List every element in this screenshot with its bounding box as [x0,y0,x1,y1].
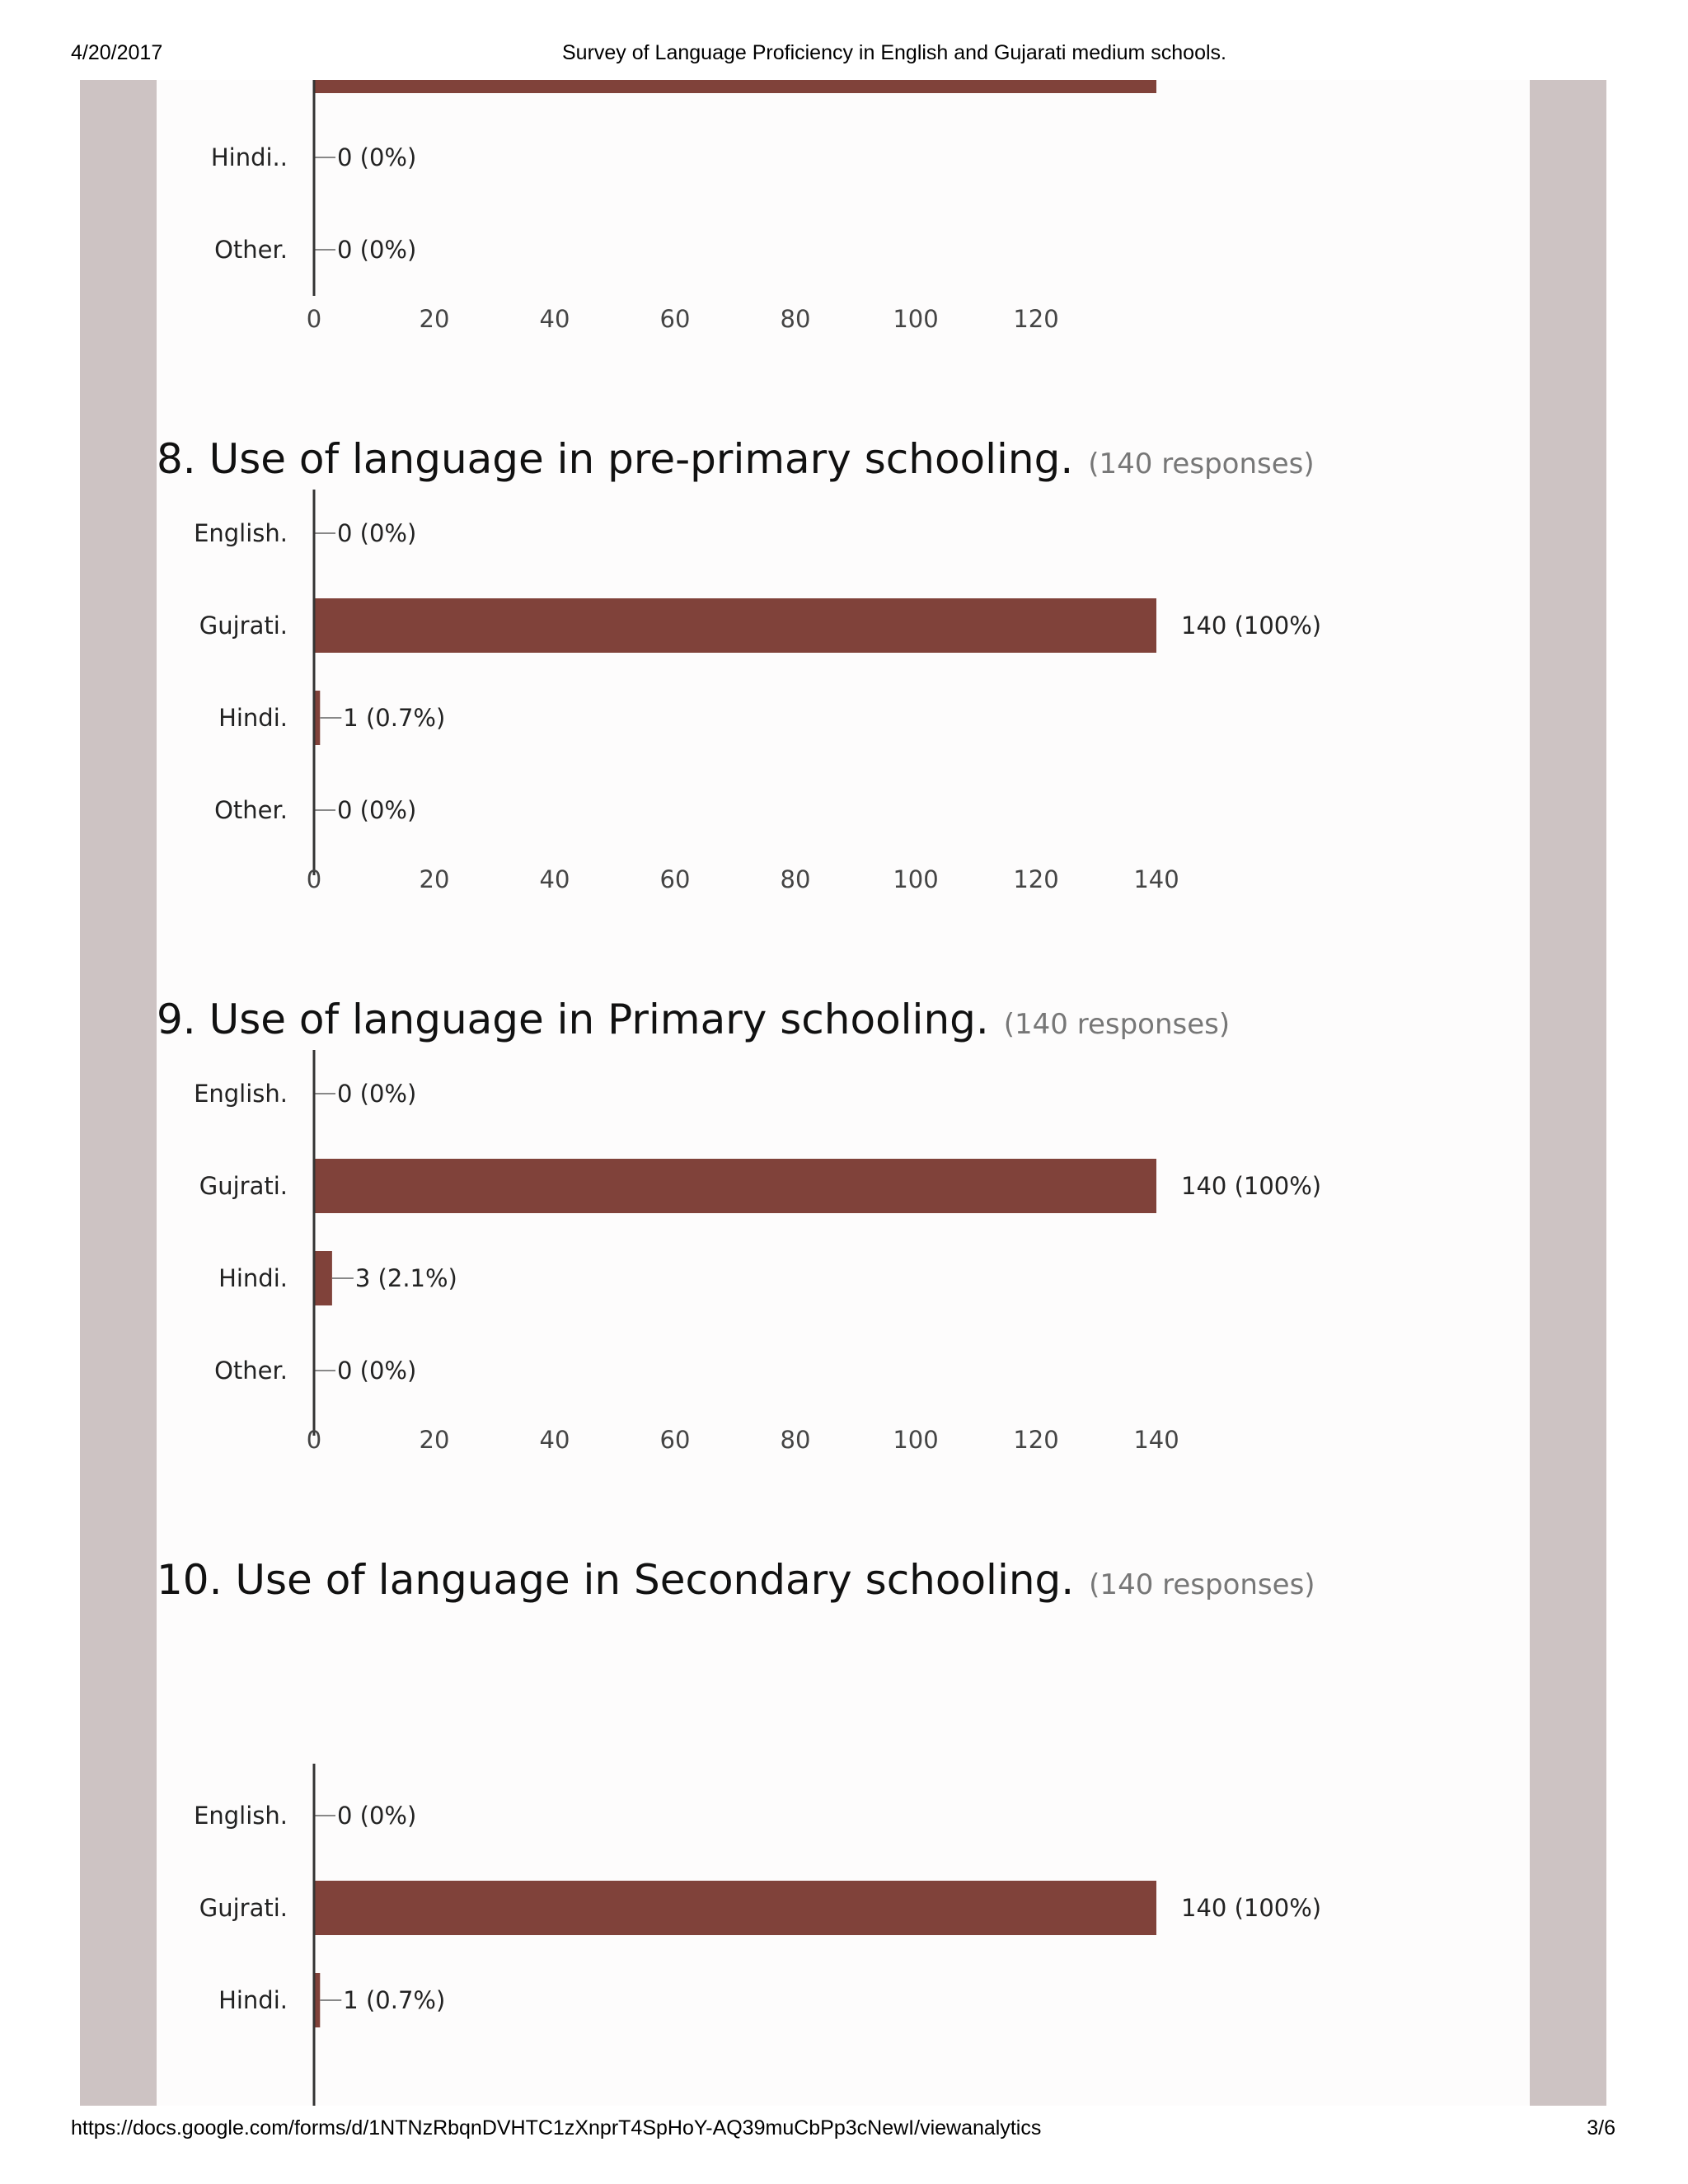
category-label: Other. [214,796,288,824]
print-header-title: Survey of Language Proficiency in English and Gujarati medium schools. [562,41,1226,64]
data-label: 1 (0.7%) [343,1986,446,2014]
data-label: 0 (0%) [337,796,417,824]
category-label: Gujrati. [199,612,288,640]
x-tick-label: 140 [1133,1426,1179,1454]
data-label: 3 (2.1%) [354,1264,457,1292]
bar [314,1881,1156,1935]
data-label: 0 (0%) [337,519,417,547]
chart-question-9 [0,1047,1484,1467]
x-tick-label: 80 [780,1426,811,1454]
x-tick-label: 40 [539,865,570,893]
question-10-title: 10. Use of language in Secondary schooling. [157,1556,1075,1604]
category-label: Hindi.. [210,143,288,171]
data-label: 1 (0.7%) [343,704,446,732]
category-label: English. [194,1802,288,1830]
data-label: 0 (0%) [337,1080,417,1108]
data-label: 0 (0%) [337,143,417,171]
print-page-number: 3/6 [1587,2116,1615,2139]
category-label: Hindi. [218,1264,288,1292]
x-tick-label: 0 [306,865,322,893]
category-label: Gujrati. [199,1894,288,1922]
question-10-responses: (140 responses) [1089,1568,1315,1601]
x-tick-label: 20 [419,305,450,333]
data-label: 0 (0%) [337,236,417,264]
x-tick-label: 0 [306,1426,322,1454]
x-tick-label: 40 [539,305,570,333]
x-tick-label: 140 [1133,865,1179,893]
question-8-heading [157,435,1315,483]
x-tick-label: 60 [659,305,691,333]
data-label: 140 (100%) [1181,1172,1322,1200]
print-footer-url: https://docs.google.com/forms/d/1NTNzRbqnDVHTC1zXnprT4SpHoY-AQ39muCbPp3cNewI/viewanalytics [71,2116,1042,2139]
x-tick-label: 20 [419,865,450,893]
data-label: 0 (0%) [337,1802,417,1830]
question-9-heading [157,996,1230,1043]
x-tick-label: 60 [659,1426,691,1454]
category-label: Hindi. [218,704,288,732]
x-tick-label: 80 [780,865,811,893]
category-label: English. [194,519,288,547]
x-tick-label: 100 [893,305,939,333]
x-tick-label: 40 [539,1426,570,1454]
bar [314,598,1156,653]
category-label: Hindi. [218,1986,288,2014]
right-margin-bar [1530,80,1606,2106]
bar [314,1159,1156,1213]
question-8-responses: (140 responses) [1088,448,1315,480]
x-tick-label: 120 [1013,305,1059,333]
category-label: Other. [214,1357,288,1385]
x-tick-label: 100 [893,865,939,893]
data-label: 0 (0%) [337,1357,417,1385]
question-9-responses: (140 responses) [1003,1008,1231,1041]
chart-previous-question-partial [0,80,1484,360]
category-label: Gujrati. [199,1172,288,1200]
question-9-title: 9. Use of language in Primary schooling. [157,996,989,1043]
chart-question-8 [0,486,1484,907]
x-tick-label: 120 [1013,865,1059,893]
bar [314,1251,332,1305]
question-10-heading [157,1556,1315,1604]
bar-partial-top [314,80,1156,93]
data-label: 140 (100%) [1181,1894,1322,1922]
question-8-title: 8. Use of language in pre-primary schooling. [157,435,1074,483]
chart-question-10-partial [0,1764,1484,2106]
x-tick-label: 120 [1013,1426,1059,1454]
x-tick-label: 100 [893,1426,939,1454]
category-label: Other. [214,236,288,264]
category-label: English. [194,1080,288,1108]
x-tick-label: 80 [780,305,811,333]
print-date: 4/20/2017 [71,41,163,64]
data-label: 140 (100%) [1181,612,1322,640]
x-tick-label: 20 [419,1426,450,1454]
x-tick-label: 60 [659,865,691,893]
x-tick-label: 0 [306,305,322,333]
